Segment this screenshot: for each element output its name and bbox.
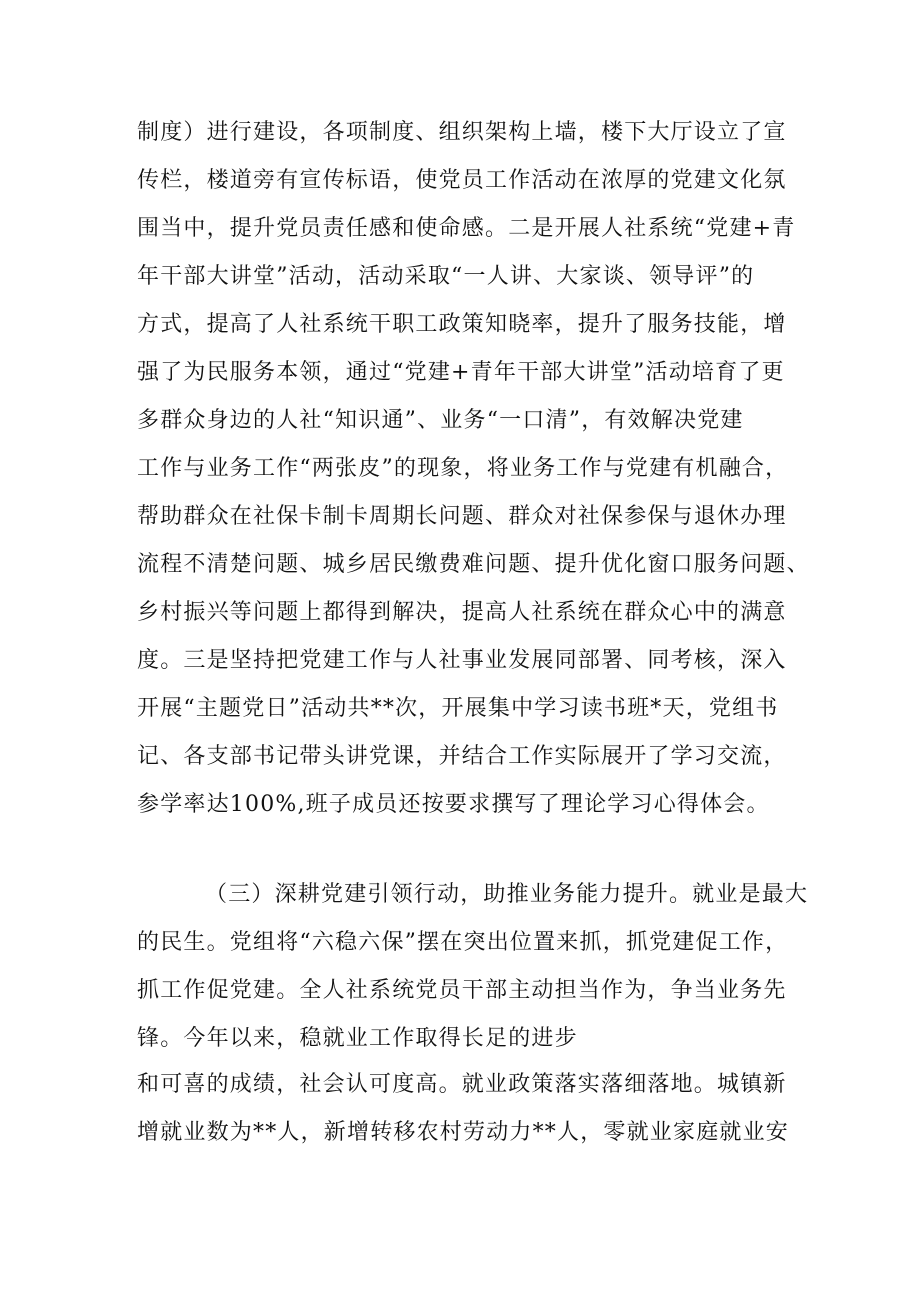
text-line: 方式，提高了人社系统干职工政策知晓率，提升了服务技能，增	[137, 312, 787, 337]
text-line: 参学率达100%,班子成员还按要求撰写了理论学习心得体会。	[137, 792, 770, 817]
text-line: 多群众身边的人社“知识通”、业务“一口清”，有效解决党建	[137, 408, 744, 433]
text-line: 增就业数为**人，新增转移农村劳动力**人，零就业家庭就业安	[137, 1120, 790, 1145]
text-line: 工作与业务工作“两张皮”的现象，将业务工作与党建有机融合，	[137, 456, 789, 481]
text-line: 记、各支部书记带头讲党课，并结合工作实际展开了学习交流，	[137, 744, 787, 769]
text-line: 流程不清楚问题、城乡居民缴费难问题、提升优化窗口服务问题、	[137, 552, 810, 577]
text-line: 制度）进行建设，各项制度、组织架构上墙，楼下大厅设立了宣	[137, 120, 787, 145]
text-line: 强了为民服务本领，通过“党建+青年干部大讲堂”活动培育了更	[137, 360, 785, 385]
text-line: 乡村振兴等问题上都得到解决，提高人社系统在群众心中的满意	[137, 600, 787, 625]
text-line: 的民生。党组将“六稳六保”摆在突出位置来抓，抓党建促工作，	[137, 930, 789, 955]
section-heading-line: （三）深耕党建引领行动，助推业务能力提升。就业是最大	[205, 882, 809, 907]
text-line: 度。三是坚持把党建工作与人社事业发展同部署、同考核，深入	[137, 648, 787, 673]
text-line: 帮助群众在社保卡制卡周期长问题、群众对社保参保与退休办理	[137, 504, 787, 529]
text-line: 开展“主题党日”活动共**次，开展集中学习读书班*天，党组书	[137, 696, 779, 721]
text-line: 和可喜的成绩，社会认可度高。就业政策落实落细落地。城镇新	[137, 1072, 787, 1097]
text-line: 围当中，提升党员责任感和使命感。二是开展人社系统“党建+青	[137, 216, 796, 241]
text-line: 锋。今年以来，稳就业工作取得长足的进步	[137, 1026, 578, 1051]
text-line: 传栏，楼道旁有宣传标语，使党员工作活动在浓厚的党建文化氛	[137, 168, 787, 193]
text-line: 抓工作促党建。全人社系统党员干部主动担当作为，争当业务先	[137, 978, 787, 1003]
text-line: 年干部大讲堂”活动，活动采取“一人讲、大家谈、领导评”的	[137, 264, 755, 289]
